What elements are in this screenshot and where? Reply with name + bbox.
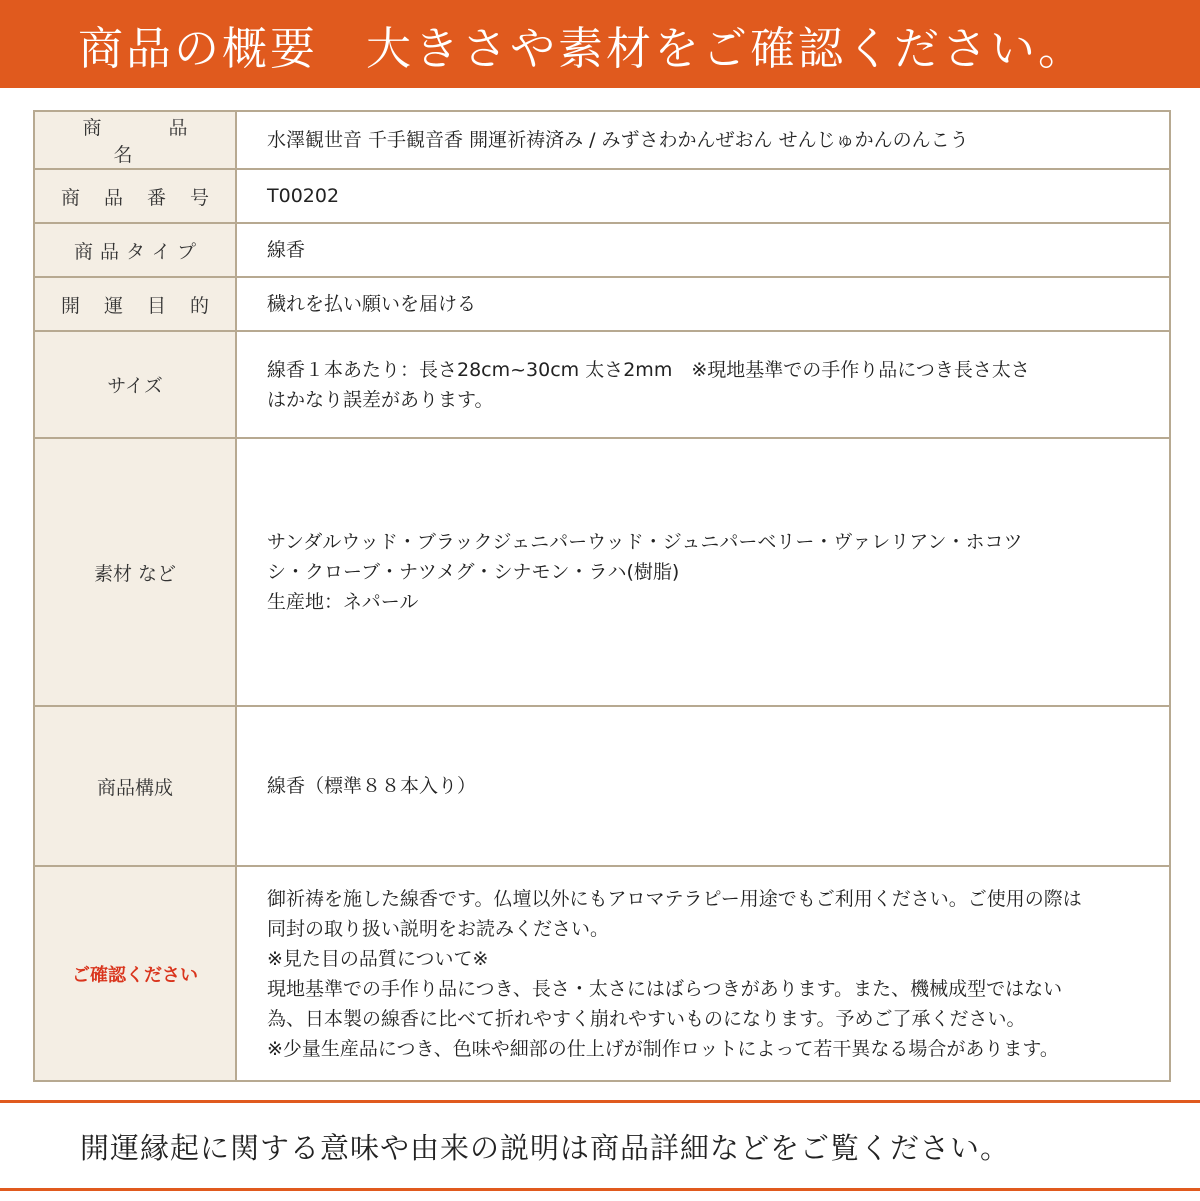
row-value-contents: 線香（標準８８本入り） bbox=[236, 706, 1170, 866]
row-value-product-number: T00202 bbox=[236, 169, 1170, 223]
title-banner bbox=[0, 0, 1200, 88]
table-row bbox=[34, 277, 1170, 331]
row-label-product-name: 商 品 名 bbox=[34, 111, 236, 169]
row-label-materials: 素材 など bbox=[34, 438, 236, 706]
footer-note: 開運縁起に関する意味や由来の説明は商品詳細などをご覧ください。 bbox=[80, 1131, 1011, 1165]
table-row bbox=[34, 111, 1170, 169]
row-label-purpose: 開運目的 bbox=[34, 277, 236, 331]
row-value-product-name: 水澤観世音 千手観音香 開運祈祷済み / みずさわかんぜおん せんじゅかんのんこう bbox=[236, 111, 1170, 169]
row-value-size: 線香１本あたり：長さ28cm~30cm 太さ2mm ※現地基準での手作り品につき長さ太さ はかなり誤差があります。 bbox=[236, 331, 1170, 438]
row-value-purpose: 穢れを払い願いを届ける bbox=[236, 277, 1170, 331]
table-row bbox=[34, 169, 1170, 223]
product-spec-table bbox=[33, 110, 1171, 1082]
footer-top-rule bbox=[0, 1100, 1200, 1103]
table-row bbox=[34, 706, 1170, 866]
row-label-caution: ご確認ください bbox=[34, 866, 236, 1081]
row-label-contents: 商品構成 bbox=[34, 706, 236, 866]
row-value-product-type: 線香 bbox=[236, 223, 1170, 277]
row-value-caution: 御祈祷を施した線香です。仏壇以外にもアロマテラピー用途でもご利用ください。ご使用の際は 同封の取り扱い説明をお読みください。 ※見た目の品質について※ 現地基準での手作り品につき、長さ・太さにはばらつきがあります。また、機械成型ではない 為、日本製の線香に比べて折れやすく崩れやすいものになります。予めご了承ください。 ※少量生産品につき、色味や細部の仕上げが制作ロットによって若干異なる場合があります。 bbox=[236, 866, 1170, 1081]
banner-title: 商品の概要 大きさや素材をご確認ください。 bbox=[78, 21, 1087, 75]
table-row bbox=[34, 223, 1170, 277]
footer-bottom-rule bbox=[0, 1188, 1200, 1191]
table-row bbox=[34, 438, 1170, 706]
table-row bbox=[34, 331, 1170, 438]
table-row bbox=[34, 866, 1170, 1081]
row-value-materials: サンダルウッド・ブラックジェニパーウッド・ジュニパーベリー・ヴァレリアン・ホコツ シ・クローブ・ナツメグ・シナモン・ラハ(樹脂) 生産地：ネパール bbox=[236, 438, 1170, 706]
row-label-size: サイズ bbox=[34, 331, 236, 438]
row-label-product-number: 商品番号 bbox=[34, 169, 236, 223]
row-label-product-type: 商品タイプ bbox=[34, 223, 236, 277]
